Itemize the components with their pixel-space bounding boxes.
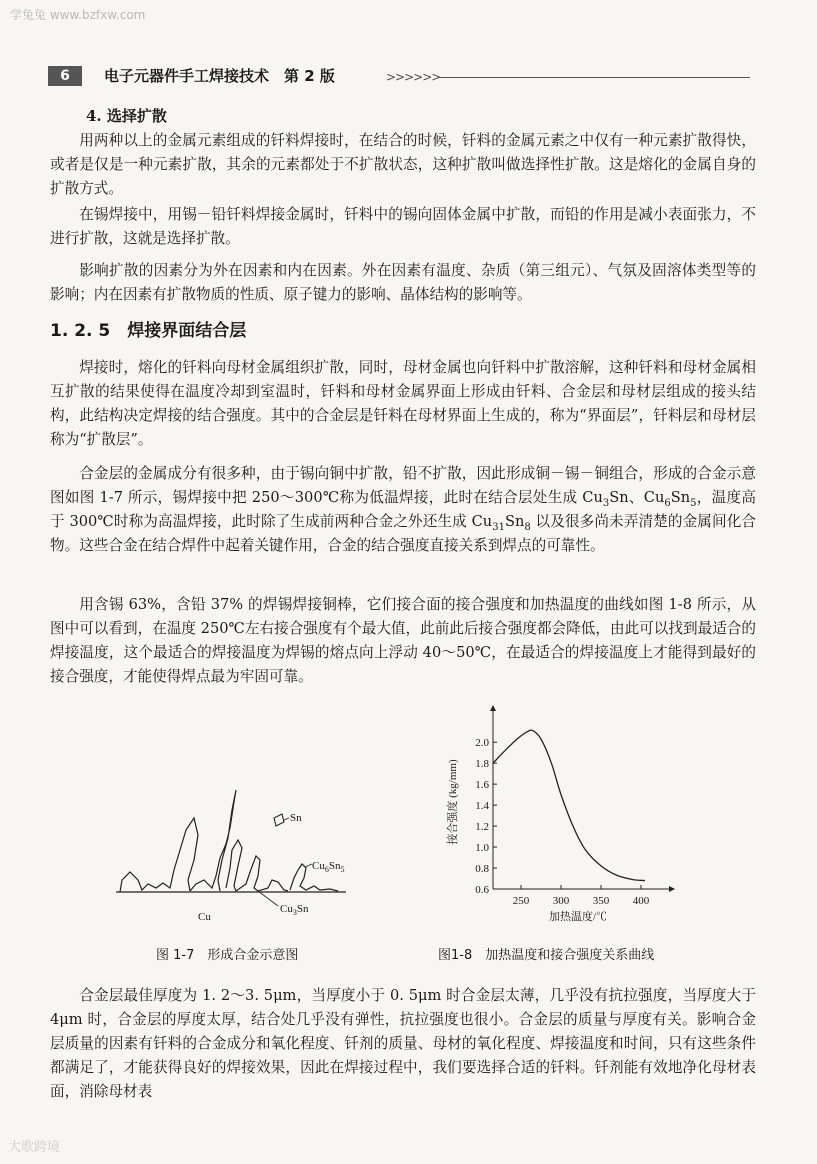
- figure-1-7: [108, 780, 378, 930]
- label-cu: Cu: [198, 911, 211, 923]
- y-tick-label: 0.8: [475, 863, 489, 876]
- paragraph-5: 合金层的金属成分有很多种，由于锡向铜中扩散，铅不扩散，因此形成铜－锡－铜组合，形成的合金示意图如图 1-7 所示，锡焊接中把 250～300℃称为低温焊接，此时在结合层处生成 $Cu_3Sn$、$Cu_6Sn_5$，温度高于 300℃时称为高温焊接，此时除了生成前两种合金之外还生成 $Cu_{31}Sn_8$ 以及很多尚未弄清楚的金属间化合物。这些合金在结合焊件中起着关键作用，合金的结合强度直接关系到焊点的可靠性。: [50, 465, 757, 554]
- subheading-selective-diffusion: 4. 选择扩散: [86, 107, 167, 125]
- header-arrows: >>>>>>: [386, 70, 441, 84]
- paragraph-3: 影响扩散的因素分为外在因素和内在因素。外在因素有温度、杂质（第三组元）、气氛及固溶体类型等的影响；内在因素有扩散物质的性质、原子键力的影响、晶体结构的影响等。: [50, 262, 756, 303]
- label-cu6sn5: $Cu_6Sn_5$: [312, 860, 345, 874]
- spike-inner: [226, 840, 242, 891]
- cu3sn-leader: [258, 891, 278, 906]
- alloy-outline-left: [120, 818, 198, 892]
- y-tick-label: 0.6: [475, 884, 489, 896]
- sn-leader: [284, 818, 289, 820]
- book-title: 电子元器件手工焊接技术 第 2 版: [104, 67, 335, 85]
- x-axis-label: 加热温度/℃: [548, 911, 608, 923]
- x-tick-label: 250: [512, 895, 530, 907]
- x-tick-label: 300: [552, 895, 570, 907]
- alloy-schematic: [108, 780, 378, 930]
- paragraph-6: 用含锡 63%，含铅 37% 的焊锡焊接铜棒，它们接合面的接合强度和加热温度的曲线如图 1-8 所示，从图中可以看到，在温度 250℃左右接合强度有个最大值，此前此后接合强度都会降低，由此可以找到最适合的焊接温度，这个最适合的焊接温度为焊锡的熔点向上浮动 40～50℃，在最适合的焊接温度上才能得到最好的接合强度，才能使得焊点最为牢固可靠。: [50, 596, 756, 685]
- paragraph-2: 在锡焊接中，用锡－铅钎料焊接金属时，钎料中的锡向固体金属中扩散，而铅的作用是减小表面张力，不进行扩散，这就是选择扩散。: [50, 206, 756, 247]
- y-tick-label: 1.0: [475, 842, 489, 855]
- cu6sn5-leader: [305, 864, 312, 867]
- y-tick-label: 1.8: [475, 758, 489, 771]
- series-line-strength: [493, 730, 645, 880]
- page-number: 6: [48, 66, 82, 86]
- small-grains: [236, 856, 288, 891]
- bottom-watermark: 大歌跨境: [8, 1140, 61, 1155]
- label-sn: Sn: [290, 812, 302, 824]
- paragraph-7: 合金层最佳厚度为 1. 2～3. 5μm，当厚度小于 0. 5μm 时合金层太薄，几乎没有抗拉强度，当厚度大于 4μm 时，合金层的厚度太厚，结合处几乎没有弹性，抗拉强度也很小。合金层的质量与厚度有关。影响合金层质量的因素有钎料的合金成分和氧化程度、钎剂的质量、母材的氧化程度、焊接温度和时间，只有这些条件都满足了，才能获得良好的焊接效果，因此在焊接过程中，我们要选择合适的钎料。钎剂能有效地净化母材表面，消除母材表: [50, 987, 756, 1100]
- header-rule: [438, 77, 750, 78]
- paragraph-4: 焊接时，熔化的钎料向母材金属组织扩散，同时，母材金属也向钎料中扩散溶解，这种钎料和母材金属相互扩散的结果使得在温度冷却到室温时，钎料和母材金属界面上形成由钎料、合金层和母材层组成的接头结构，此结构决定焊接的结合强度。其中的合金层是钎料在母材界面上生成的，称为“界面层”，钎料层和母材层称为“扩散层”。: [50, 359, 756, 448]
- y-tick-label: 1.2: [475, 821, 489, 834]
- sn-particle: [274, 814, 284, 826]
- label-cu3sn: $Cu_3Sn$: [280, 903, 309, 917]
- caption-fig-1-7: 图 1-7 形成合金示意图: [156, 948, 299, 963]
- section-heading-1-2-5: 1. 2. 5 焊接界面结合层: [50, 321, 247, 341]
- y-axis-label: 接合强度 (kg/mm): [447, 759, 459, 845]
- caption-fig-1-8: 图1-8 加热温度和接合强度关系曲线: [438, 948, 655, 963]
- y-tick-label: 2.0: [475, 737, 489, 750]
- y-tick-label: 1.4: [475, 800, 489, 813]
- running-header: [48, 66, 750, 88]
- paragraph-1: 用两种以上的金属元素组成的钎料焊接时，在结合的时候，钎料的金属元素之中仅有一种元素扩散得快，或者是仅是一种元素扩散，其余的元素都处于不扩散状态，这种扩散叫做选择性扩散。这是熔化的金属自身的扩散方式。: [50, 132, 756, 197]
- site-watermark: 学兔兔 www.bzfxw.com: [10, 8, 146, 22]
- strength-temperature-chart: [430, 704, 690, 934]
- x-tick-label: 350: [592, 895, 610, 907]
- y-tick-label: 1.6: [475, 779, 489, 792]
- x-tick-label: 400: [632, 895, 650, 907]
- figure-1-8: [430, 704, 690, 934]
